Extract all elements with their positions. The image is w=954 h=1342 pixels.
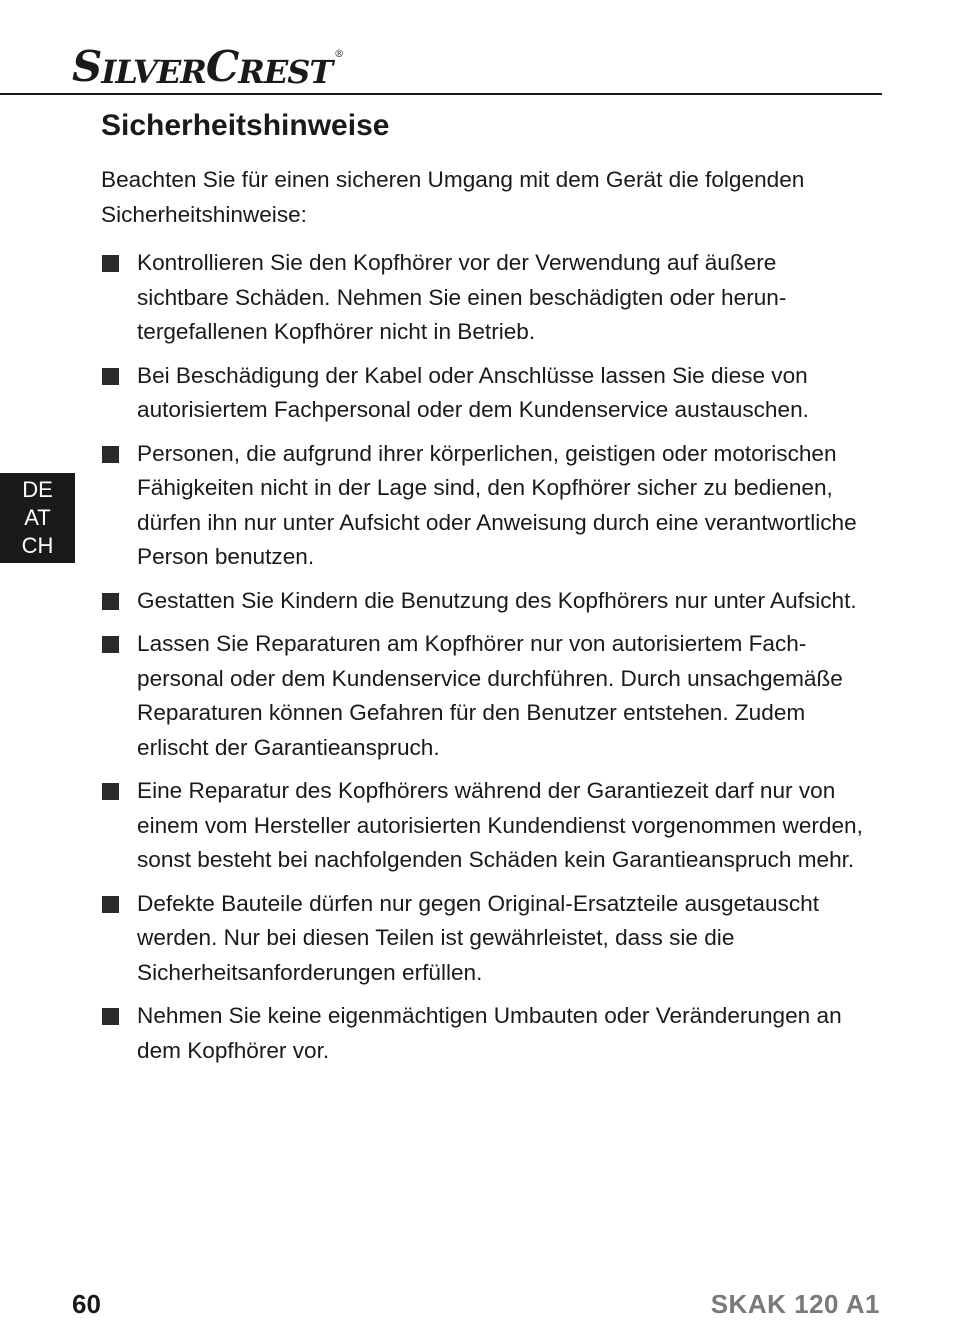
registered-mark: ®: [334, 49, 344, 60]
list-item-text: Eine Reparatur des Kopfhörers während der Garantiezeit darf nur von einem vom Hersteller autorisierten Kundendienst vorgenommen werden, sonst besteht bei nachfolgenden Schäden kein Garantieanspruch mehr.: [137, 778, 863, 873]
square-bullet-icon: [102, 368, 119, 385]
list-item-text: Bei Beschädigung der Kabel oder Anschlüsse lassen Sie diese von autorisiertem Fachpersonal oder dem Kundenservice austauschen.: [137, 362, 809, 423]
list-item: [101, 359, 871, 428]
section-intro: Beachten Sie für einen sicheren Umgang mit dem Gerät die folgenden Sicherheitshinweise:: [101, 167, 805, 227]
logo-letter-c: C: [205, 42, 239, 91]
square-bullet-icon: [102, 1008, 119, 1025]
language-tab: [0, 473, 75, 563]
list-item-text: Nehmen Sie keine eigenmächtigen Umbauten oder Veränderungen an dem Kopfhörer vor.: [137, 1003, 842, 1064]
list-item: [101, 584, 871, 619]
language-code-at: AT: [24, 505, 51, 530]
list-item: [101, 999, 871, 1068]
square-bullet-icon: [102, 255, 119, 272]
square-bullet-icon: [102, 636, 119, 653]
list-item: [101, 627, 871, 765]
logo-text-rest: REST: [238, 53, 333, 91]
section-title: Sicherheitshinweise: [101, 109, 390, 142]
list-item: [101, 246, 871, 350]
logo-letter-s: S: [72, 42, 102, 91]
safety-list: [101, 246, 871, 1077]
language-code-de: DE: [22, 477, 53, 502]
square-bullet-icon: [102, 446, 119, 463]
list-item-text: Defekte Bauteile dürfen nur gegen Original-Ersatzteile ausgetauscht werden. Nur bei diesen Teilen ist gewährleistet, dass sie die Sicherheitsanforderungen erfüllen.: [137, 890, 819, 986]
square-bullet-icon: [102, 593, 119, 610]
header-divider: [0, 93, 882, 95]
language-code-ch: CH: [21, 533, 54, 558]
square-bullet-icon: [102, 896, 119, 913]
list-item-text: Kontrollieren Sie den Kopfhörer vor der Verwendung auf äußere sichtbare Schäden. Nehmen Sie einen beschädigten oder heruntergefallenen Kopfhörer nicht in Betrieb.: [137, 250, 787, 345]
list-item: [101, 774, 871, 878]
list-item: [101, 887, 871, 991]
model-number: SKAK 120 A1: [710, 1289, 880, 1319]
list-item-text: Lassen Sie Reparaturen am Kopfhörer nur von autorisiertem Fachpersonal oder dem Kundenservice durchführen. Durch unsachgemäße Reparaturen können Gefahren für den Benutzer entstehen. Zudem erlischt der Garantieanspruch.: [137, 631, 843, 760]
square-bullet-icon: [102, 783, 119, 800]
page-number: 60: [72, 1289, 101, 1319]
logo-text-ilver: ILVER: [101, 53, 206, 91]
list-item-text: Personen, die aufgrund ihrer körperlichen, geistigen oder motorischen Fähigkeiten nicht in der Lage sind, den Kopfhörer sicher zu bedienen, dürfen ihn nur unter Aufsicht oder Anweisung durch eine verantwortliche Person benutzen.: [137, 440, 857, 570]
silvercrest-logo: [72, 42, 344, 91]
list-item-text: Gestatten Sie Kindern die Benutzung des Kopfhörers nur unter Aufsicht.: [137, 587, 857, 613]
list-item: [101, 437, 871, 575]
